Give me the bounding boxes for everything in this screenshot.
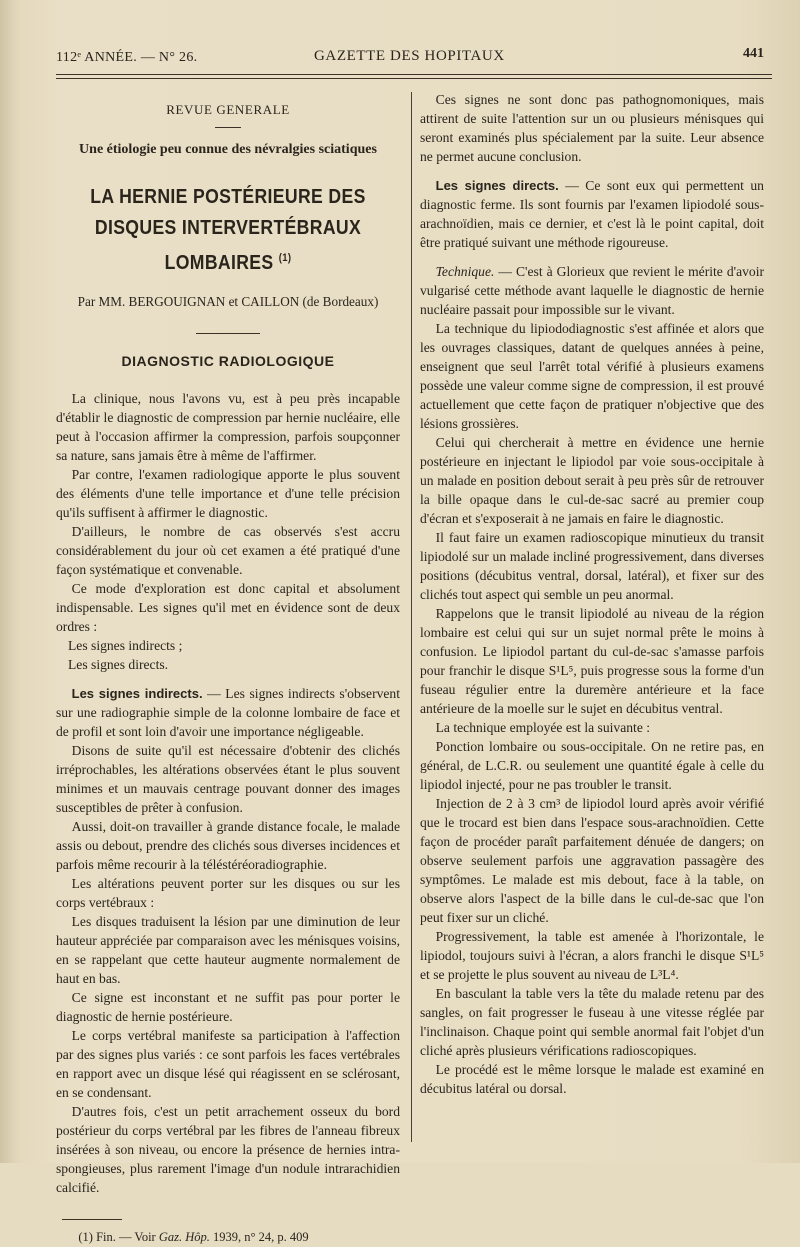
section-label: REVUE GENERALE xyxy=(166,102,290,117)
paragraph: Rappelons que le transit lipiodolé au niveau de la région lombaire est celui qui sur un sujet normal prête le moins à confusion. Le lipiodol partant du cul-de-sac s'amasse parfois pour franchir le disque S¹L⁵, puis progresse sous la forme d'un fuseau régulier entre la duremère antérieure et la face antérieure de la moelle sur le sujet en décubitus ventral. xyxy=(420,606,764,716)
paragraph: Ponction lombaire ou sous-occipitale. On ne retire pas, en général, de L.C.R. ou seulement une quantité égale à celle du lipiodol injecté, pour ne pas troubler le transit. xyxy=(420,739,764,792)
paragraph: Ces signes ne sont donc pas pathognomoniques, mais attirent de suite l'attention sur un ou plusieurs ménisques qui seront examinés plus spécialement par la suite. Leur absence ne permet aucune conclusion. xyxy=(420,92,764,164)
right-column xyxy=(420,90,764,1098)
paragraph: D'ailleurs, le nombre de cas observés s'est accru considérablement du jour où cet examen a été pratiqué d'une façon systématique et convenable. xyxy=(56,523,400,577)
left-column xyxy=(56,96,400,1247)
paragraph xyxy=(420,262,764,319)
paragraph: Progressivement, la table est amenée à l'horizontale, le lipiodol, toujours suivi à l'écran, a alors franchi le disque S¹L⁵ et se projette le plus souvent au niveau de L³L⁴. xyxy=(420,929,764,982)
paragraph: Le corps vertébral manifeste sa participation à l'affection par des signes plus variés : ce sont parfois les faces vertébrales en rapport avec un disque lésé qui réagissent en se sclérosant, en se condensant. xyxy=(56,1027,400,1100)
title-line-1: LA HERNIE POSTÉRIEURE DES xyxy=(90,185,366,208)
paragraph: Les disques traduisent la lésion par une diminution de leur hauteur appréciée par comparaison avec les ménisques voisins, en se rappelant que cette hauteur augmente normalement de haut en bas. xyxy=(56,913,400,986)
footnote-rule xyxy=(62,1219,122,1220)
paragraph: Celui qui chercherait à mettre en évidence une hernie postérieure en injectant le lipiodol par voie sous-occipitale à un malade en position debout serait à peu près sûr de retrouver la bille opaque dans le cul-de-sac sacré au premier coup d'écran et s'exposerait à ne jamais en faire le diagnostic. xyxy=(420,435,764,526)
paragraph-lead: Les signes directs. xyxy=(435,178,559,193)
divider xyxy=(215,127,241,128)
paragraph: La clinique, nous l'avons vu, est à peu près incapable d'établir le diagnostic de compression par hernie nucléaire, elle peut à l'occasion affirmer la compression, parfois soupçonner sa nature, sans jamais être à même de l'affirmer. xyxy=(56,390,400,463)
paragraph: Les altérations peuvent porter sur les disques ou sur les corps vertébraux : xyxy=(56,875,400,910)
paragraph: Le procédé est le même lorsque le malade est examiné en décubitus latéral ou dorsal. xyxy=(420,1062,764,1096)
page-number: 441 xyxy=(743,46,764,61)
paragraph: La technique employée est la suivante : xyxy=(435,720,651,735)
paragraph-lead: Les signes indirects. xyxy=(71,685,203,701)
header-rule-top xyxy=(56,74,772,75)
article-title xyxy=(54,181,401,278)
article-subtitle: Une étiologie peu connue des névralgies sciatiques xyxy=(79,142,377,157)
footnote xyxy=(56,1228,400,1247)
section-heading: DIAGNOSTIC RADIOLOGIQUE xyxy=(121,352,335,369)
title-line-2-text: DISQUES INTERVERTÉBRAUX LOMBAIRES xyxy=(94,216,362,274)
issue-number: 112ᵉ ANNÉE. — N° 26. xyxy=(56,50,198,65)
paragraph: Par contre, l'examen radiologique apporte le plus souvent des éléments d'une telle importance et d'une telle précision qu'ils suffisent à affirmer le diagnostic. xyxy=(56,466,400,520)
title-footnote-ref: (1) xyxy=(278,252,292,264)
divider xyxy=(196,333,260,334)
journal-title: GAZETTE DES HOPITAUX xyxy=(314,48,505,64)
article-authors: Par MM. BERGOUIGNAN et CAILLON (de Bordeaux) xyxy=(77,293,379,309)
paragraph: D'autres fois, c'est un petit arrachement osseux du bord postérieur du corps vertébral par les fibres de l'anneau fibreux insérées à son niveau, ou encore la présence de hernies intra-spongieuses, plus rarement l'image d'un nodule intrarachidien calcifié. xyxy=(56,1103,400,1195)
paragraph-text: — Ce sont eux qui permettent un diagnostic ferme. Ils sont fournis par l'examen lipiodolé sous-arachnoïdien, mais ce dernier, et c'est là le point capital, doit être pratiqué suivant une méthode rigoureuse. xyxy=(420,178,764,250)
paragraph-text: — C'est à Glorieux que revient le mérite d'avoir vulgarisé cette méthode avant laquelle le diagnostic de hernie nucléaire passait pour impossible sur le vivant. xyxy=(420,264,764,317)
paragraph: Il faut faire un examen radioscopique minutieux du transit lipiodolé sur un malade incliné progressivement, dans diverses positions (décubitus ventral, dorsal, latéral), et fixer sur des clichés tout aspect qui semble un peu anormal. xyxy=(420,530,764,602)
footnote-text: (1) Fin. — Voir xyxy=(78,1229,159,1244)
header-rule-bottom xyxy=(56,78,772,79)
paragraph: Disons de suite qu'il est nécessaire d'obtenir des clichés irréprochables, les altérations observées étant le plus souvent minimes et un mauvais centrage pouvant donner des images susceptibles de prêter à confusion. xyxy=(56,742,400,815)
title-line-2 xyxy=(54,212,401,278)
paragraph xyxy=(420,176,764,252)
paragraph xyxy=(56,684,400,741)
paragraph: Aussi, doit-on travailler à grande distance focale, le malade assis ou debout, prendre des clichés sous diverses incidences et parfois même recourir à la téléstéréoradiographie. xyxy=(56,818,400,872)
column-divider xyxy=(411,92,412,1142)
paragraph: La technique du lipiododiagnostic s'est affinée et alors que les ouvrages classiques, datant de quelques années à peine, enseignent que seul l'arrêt total vérifié à plusieurs examens possède une valeur comme signe de compression, il est prouvé actuellement que cette façon de pratiquer n'objective que des lésions grossières. xyxy=(420,321,764,431)
paragraph: En basculant la table vers la tête du malade retenu par des sangles, on fait progresser le fuseau à une vitesse réglée par l'inclinaison. Chaque point qui semble anormal fait l'objet d'un cliché après plusieurs vérifications radioscopiques. xyxy=(420,986,764,1058)
list-item: Les signes indirects ; xyxy=(68,637,183,653)
page-header xyxy=(56,46,770,68)
paragraph: Injection de 2 à 3 cm³ de lipiodol lourd après avoir vérifié que le trocard est bien dans l'espace sous-arachnoïdien. Cette façon de procéder paraît parfaitement dénuée de dangers; on observe seulement parfois une aggravation passagère des symptômes. Le malade est mis debout, face à la table, on observe alors l'aspect de la bille dans le cul-de-sac que l'on peut fixer sur un cliché. xyxy=(420,796,764,925)
list-item: Les signes directs. xyxy=(68,656,169,672)
paragraph: Ce signe est inconstant et ne suffit pas pour porter le diagnostic de hernie postérieure. xyxy=(56,989,400,1024)
footnote-journal: Gaz. Hôp. xyxy=(158,1229,210,1244)
paragraph-text: — Les signes indirects s'observent sur une radiographie simple de la colonne lombaire de face et de profil et sont loin d'avoir une importance négligeable. xyxy=(56,685,401,739)
footnote-ref: 1939, n° 24, p. 409 xyxy=(209,1229,309,1244)
paragraph: Ce mode d'exploration est donc capital et absolument indispensable. Les signes qu'il met en évidence sont de deux ordres : xyxy=(56,580,400,634)
paragraph-lead: Technique. xyxy=(435,264,495,279)
